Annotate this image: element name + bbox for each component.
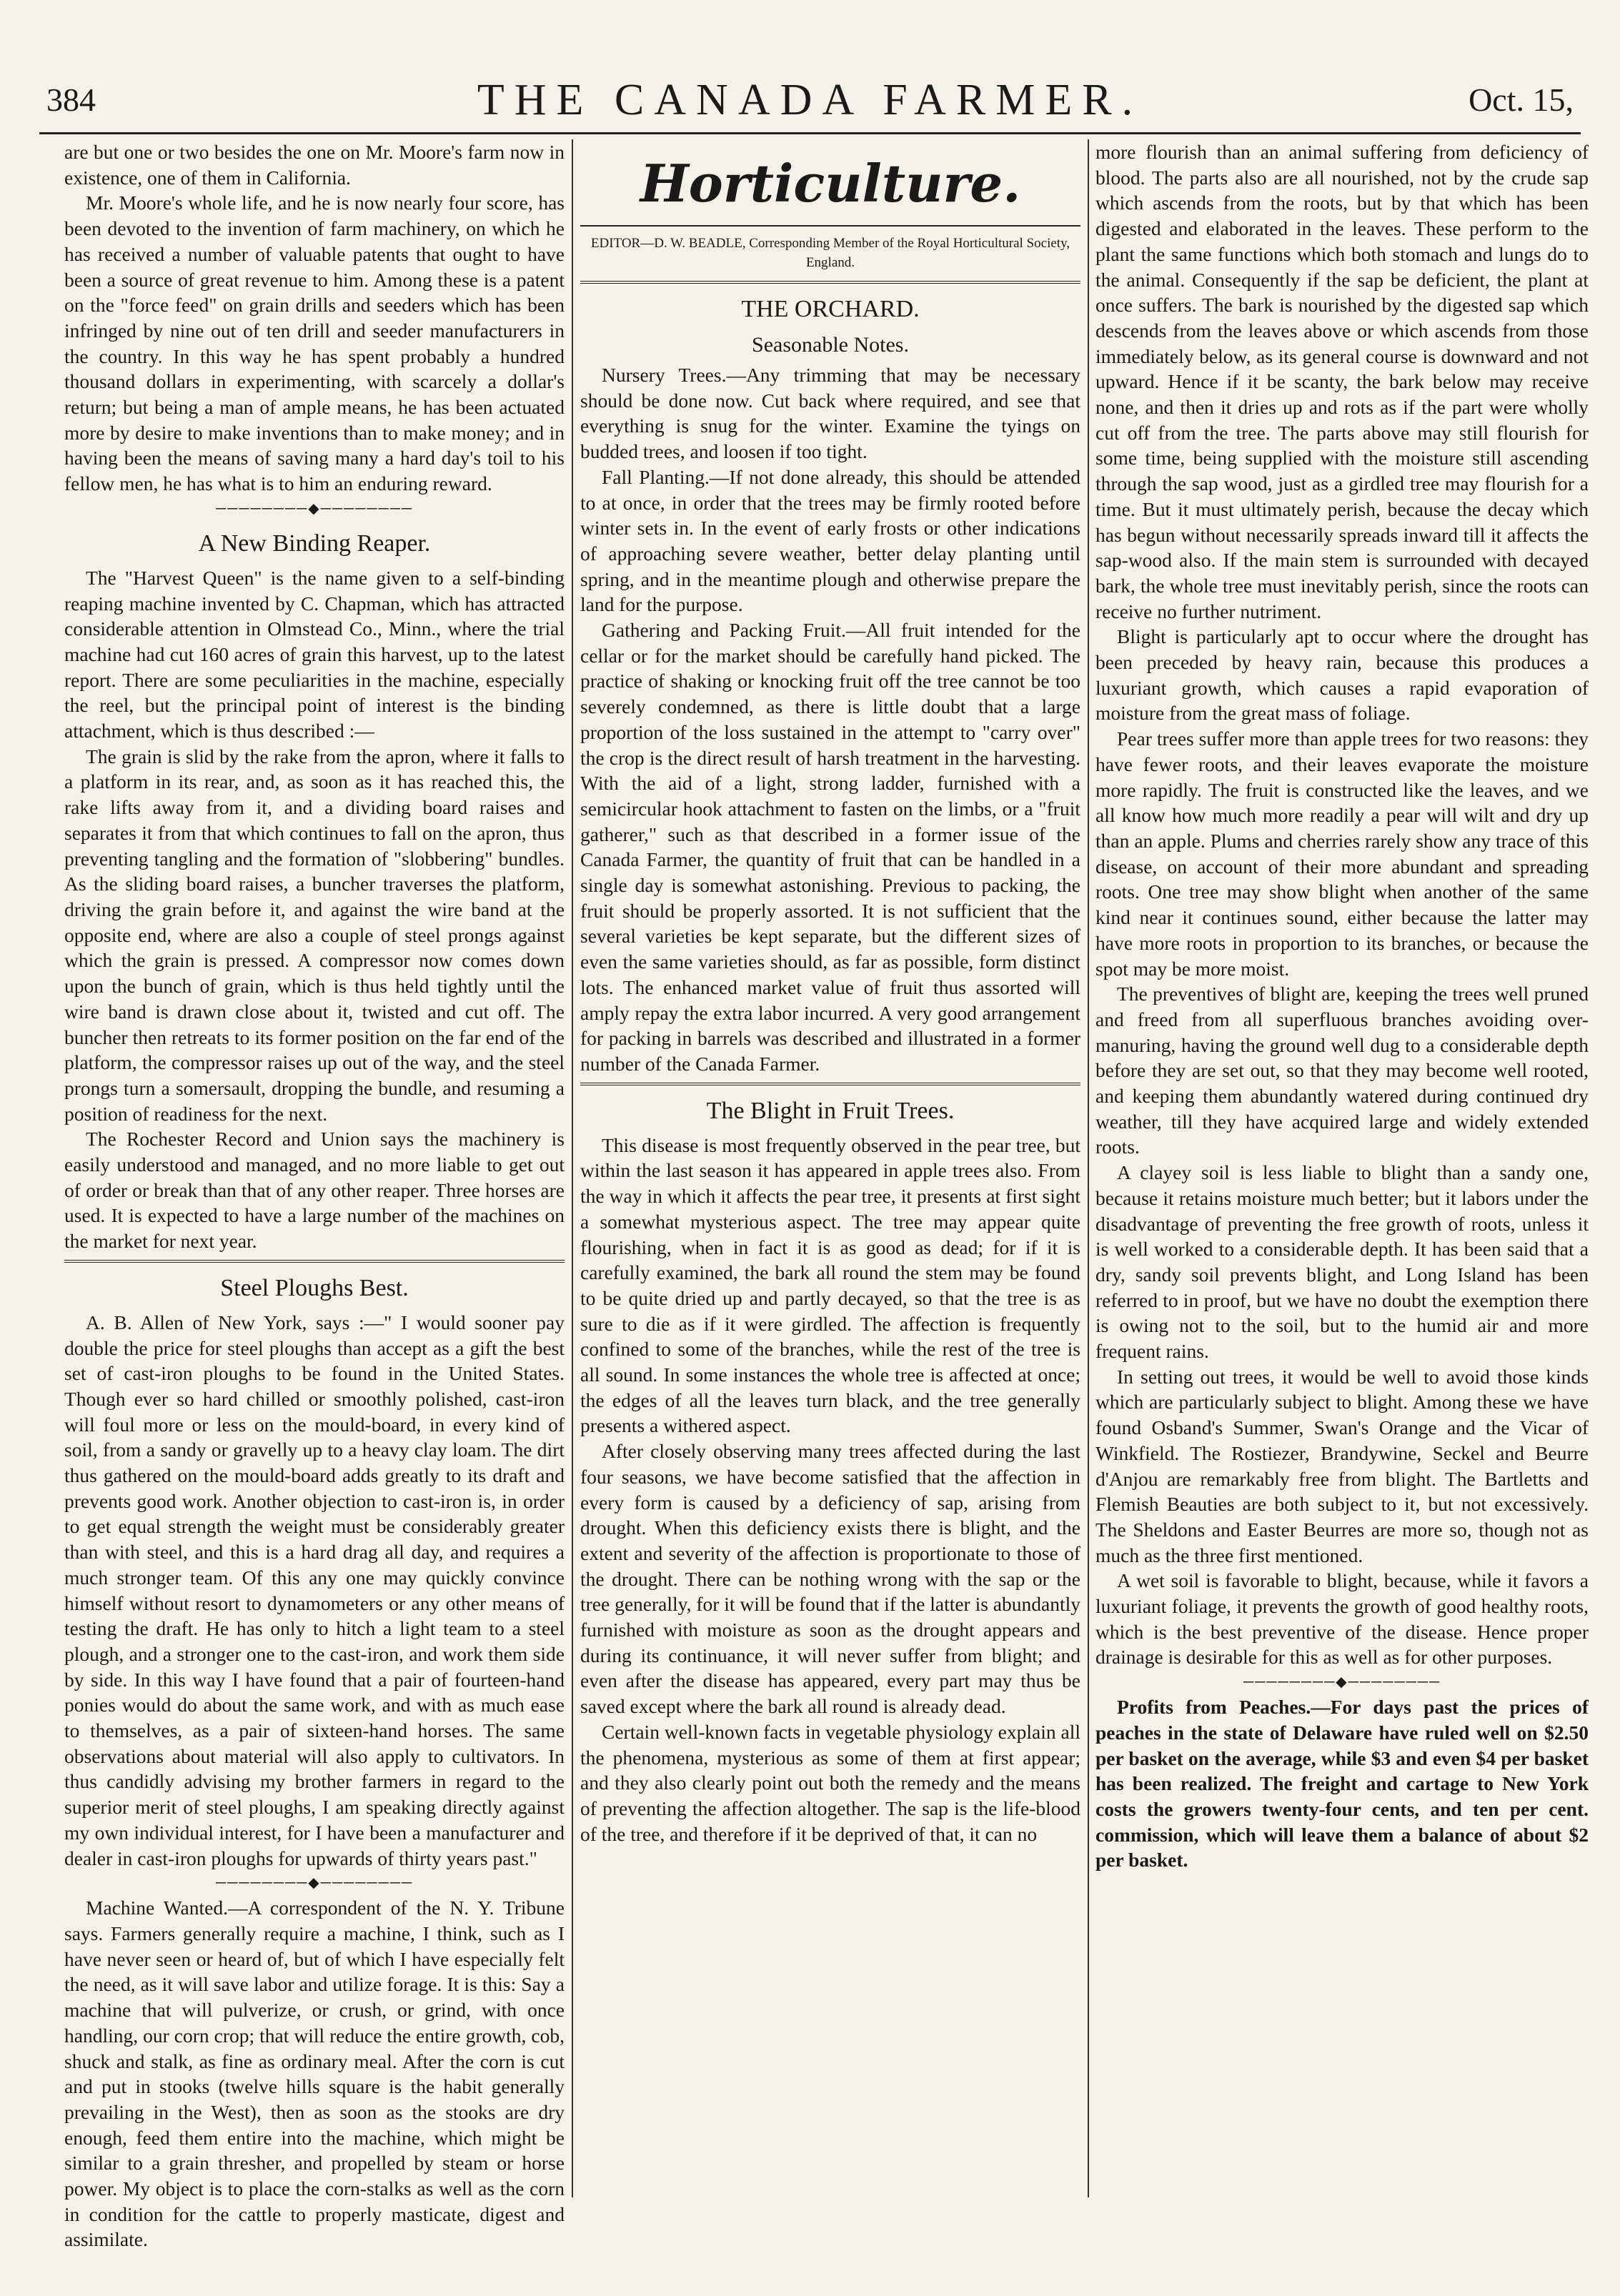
page-number: 384 — [46, 81, 96, 118]
column-right — [1095, 139, 1589, 2197]
article-subheading: Seasonable Notes. — [752, 333, 909, 357]
paragraph: The Rochester Record and Union says the machinery is easily understood and managed, and no more liable to get out of order or break than that of any other reaper. Three horses are used. It is expected to have a large number of the machines on the market for next year. — [64, 1128, 565, 1253]
issue-date: Oct. 15, — [1469, 81, 1574, 118]
paragraph: The "Harvest Queen" is the name given to a self-binding reaping machine invented by C. Chapman, which has attracted considerable attention in Olmstead Co., Minn., where the trial machine had cut 160 acres of grain this harvest, up to the latest report. There are some peculiarities in the machine, especially the reel, but the principal point of interest is the binding attachment, which is thus described :— — [64, 566, 565, 742]
paragraph: This disease is most frequently observed in the pear tree, but within the last season it has appeared in apple trees also. From the way in which it affects the pear tree, it presents at first sight a somewhat mysterious aspect. The tree may appear quite flourishing, when in fact it is as good as dead; for if it is carefully examined, the bark all round the stem may be found to be quite dried up and partly decayed, so that the tree is as sure to die as if it were girdled. The affection is frequently confined to some of the branches, while the rest of the tree is all sound. In some instances the whole tree is affected at once; the edges of all the leaves turn black, and the tree generally presents a withered aspect. — [580, 1133, 1080, 1437]
paragraph: Machine Wanted.—A correspondent of the N. Y. Tribune says. Farmers generally require a machine, I think, such as I have never seen or heard of, but of which I have especially felt the need, as it will save labor and utilize forage. It is this: Say a machine that will pulverize, or crush, or grind, with once handling, our corn crop; that will reduce the entire growth, cob, shuck and stalk, as fine as ordinary meal. After the corn is cut and put in stooks (twelve hills square is the habit generally prevailing in the West), then as soon as the stooks are dry enough, feed them entire into the machine, which might be similar to a grain thresher, and propelled by steam or horse power. My object is to place the corn-stalks as well as the corn in condition for the cattle to properly masticate, digest and assimilate. — [64, 1897, 565, 2251]
column-middle — [580, 139, 1080, 2197]
column-left — [64, 139, 565, 2251]
ornament-divider: ────────◆──────── — [215, 500, 414, 517]
ornament-divider: ────────◆──────── — [1243, 1674, 1441, 1691]
paragraph: Gathering and Packing Fruit.—All fruit intended for the cellar or for the market should be carefully hand picked. The practice of shaking or knocking fruit off the tree cannot be too severely condemned, as there is little doubt that a large proportion of the loss sustained in the attempt to "carry over" the crop is the direct result of harsh treatment in the harvesting. With the aid of a light, strong ladder, furnished with a semicircular hook attachment to fasten on the limbs, or a "fruit gatherer," such as that described in a former issue of the Canada Farmer, the quantity of fruit that can be handled in a single day is somewhat astonishing. Previous to packing, the fruit should be properly assorted. It is not sufficient that the several varieties be kept separate, but the different sizes of even the same varieties should, as far as possible, form distinct lots. The enhanced market value of fruit thus assorted will amply repay the extra labor incurred. A very good arrangement for packing in barrels was described and illustrated in a former number of the Canada Farmer. — [580, 619, 1080, 1075]
paragraph: The grain is slid by the rake from the apron, where it falls to a platform in its rear, and, as soon as it has reached this, the rake lifts away from it, and a dividing board raises and separates it from that which continues to fall on the apron, thus preventing tangling and the formation of "slobbering" bundles. As the sliding board raises, a buncher traverses the platform, driving the grain before it, and against the wire band at the opposite end, where are also a couple of steel prongs against which the grain is pressed. A compressor now comes down upon the bunch of grain, which is thus held tightly until the wire band is drawn close about it, twisted and cut off. The buncher then retreats to its former position on the far end of the platform, the compressor raises up out of the way, and the steel prongs turn a somersault, dropping the bundle, and resuming a position of readiness for the next. — [64, 745, 565, 1125]
paragraph: more flourish than an animal suffering from deficiency of blood. The parts also are all nourished, not by the crude sap which ascends from the roots, but by that which has been digested and elaborated in the leaves. These perform to the plant the same functions which both stomach and lungs do to the animal. Consequently if the sap be deficient, the plant at once suffers. The bark is nourished by the digested sap which descends from the leaves above or which ascends from those immediately below, as its general course is downward and not upward. Hence if it be scanty, the bark below may receive none, and then it dries up and rots as if the part were wholly cut off from the tree. The parts above may still flourish for some time, being supplied with the moisture still ascending through the sap wood, just as a girdled tree may flourish for a time. But it must ultimately perish, because the decay which has begun without necessarily spreads inward till it affects the sap-wood also. If the main stem is surrounded with decayed bark, the whole tree must inevitably perish, since the roots can receive no further nutriment. — [1095, 141, 1589, 622]
paragraph: Certain well-known facts in vegetable physiology explain all the phenomena, mysterious as some of them at first appear; and they also clearly point out both the remedy and the means of preventing the affection altogether. The sap is the life-blood of the tree, and therefore if it be deprived of that, it can no — [580, 1720, 1080, 1845]
paragraph: are but one or two besides the one on Mr. Moore's farm now in existence, one of them in California. — [64, 141, 565, 189]
paragraph: Profits from Peaches.—For days past the prices of peaches in the state of Delaware have ruled well on $2.50 per basket on the average, while $3 and even $4 per basket has been realized. The freight and cartage to New York costs the growers twenty-four cents, and ten per cent. commission, which will leave them a balance of about $2 per basket. — [1095, 1696, 1589, 1872]
section-rule — [580, 1083, 1080, 1085]
article-heading: A New Binding Reaper. — [198, 530, 431, 557]
newspaper-title: THE CANADA FARMER. — [477, 76, 1143, 124]
article-heading: THE ORCHARD. — [741, 296, 920, 322]
paragraph: Pear trees suffer more than apple trees for two reasons: they have fewer roots, and their leaves evaporate the moisture more rapidly. The fruit is constructed like the leaves, and we all know how much more readily a pear will wilt and dry up than an apple. Plums and cherries rarely show any trace of this disease, on account of their more abundant and spreading roots. One tree may show blight when another of the same kind near it continues sound, either because the latter may have more roots in proportion to its branches, or because the spot may be more moist. — [1095, 727, 1589, 980]
paragraph: A wet soil is favorable to blight, because, while it favors a luxuriant foliage, it prevents the growth of good healthy roots, which is the best preventive of the disease. Hence proper drainage is desirable for this as well as for other purposes. — [1095, 1569, 1589, 1669]
paragraph: Mr. Moore's whole life, and he is now nearly four score, has been devoted to the invention of farm machinery, on which he has received a number of valuable patents that ought to have been a source of great revenue to him. Among these is a patent on the "force feed" on grain drills and seeders which has been infringed by nine out of ten drill and seeder manufacturers in the country. In this way he has spent probably a hundred thousand dollars in experimenting, with scarcely a dollar's return; but being a man of ample means, he has been actuated more by desire to make inventions than to make money; and in having been the means of saving many a hard day's toil to his fellow men, he has what is to him an enduring reward. — [64, 192, 565, 495]
ornament-divider: ────────◆──────── — [215, 1875, 414, 1892]
paragraph: The preventives of blight are, keeping the trees well pruned and freed from all superfluous branches avoiding over-manuring, having the ground well dug to a considerable depth before they are set out, so that they may become well rooted, and keeping them abundantly watered during continued dry weather, till they have acquired large and widely extended roots. — [1095, 983, 1589, 1158]
paragraph: Nursery Trees.—Any trimming that may be necessary should be done now. Cut back where required, and see that everything is snug for the winter. Examine the tyings on budded trees, and loosen if too tight. — [580, 364, 1080, 463]
section-title: Horticulture. — [640, 153, 1021, 214]
masthead — [39, 68, 1581, 134]
column-divider — [572, 139, 573, 2197]
paragraph: Blight is particularly apt to occur where the drought has been preceded by heavy rain, because this produces a luxuriant growth, which causes a rapid evaporation of moisture from the great mass of foliage. — [1095, 625, 1589, 725]
paragraph: A. B. Allen of New York, says :—" I would sooner pay double the price for steel ploughs than accept as a gift the best set of cast-iron ploughs to be found in the United States. Though ever so hard chilled or smoothly polished, cast-iron will foul more or less on the mould-board, in every kind of soil, from a sandy or gravelly up to a heavy clay loam. The dirt thus gathered on the mould-board adds greatly to its draft and prevents good work. Another objection to cast-iron is, in order to get equal strength the weight must be considerably greater than with steel, and this is a hard drag all day, and requires a much stronger team. Of this any one may quickly convince himself without resort to dynamometers or any other means of testing the draft. He has only to hitch a light team to a steel plough, and a stronger one to the cast-iron, and work them side by side. In this way I have found that a pair of fourteen-hand ponies would do about the same work, and with as much ease to themselves, as a pair of sixteen-hand horses. The same observations about material will also apply to cultivators. In thus candidly advising my brother farmers in regard to the superior merit of steel ploughs, I am speaking directly against my own individual interest, for I have been a manufacturer and dealer in cast-iron ploughs for upwards of thirty years past." — [64, 1311, 565, 1869]
paragraph: In setting out trees, it would be well to avoid those kinds which are particularly subject to blight. Among these we have found Osband's Summer, Swan's Orange and the Vicar of Winkfield. The Rostiezer, Brandywine, Seckel and Beurre d'Anjou are remarkably free from blight. The Bartletts and Flemish Beauties are both subject to it, but not excessively. The Sheldons and Easter Beurres are more so, though not as much as the three first mentioned. — [1095, 1365, 1589, 1566]
article-heading: Steel Ploughs Best. — [220, 1274, 409, 1301]
column-divider — [1088, 139, 1089, 2197]
section-rule — [64, 1260, 565, 1263]
article-heading: The Blight in Fruit Trees. — [706, 1097, 955, 1124]
paragraph: A clayey soil is less liable to blight than a sandy one, because it retains moisture much better; but it labors under the disadvantage of preventing the free growth of roots, unless it is well worked to a considerable depth. It has been said that a dry, sandy soil prevents blight, and Long Island has been referred to in proof, but we have no doubt the exemption there is owing not to the soil, but to the humid air and more frequent rains. — [1095, 1161, 1589, 1363]
paragraph: Fall Planting.—If not done already, this should be attended to at once, in order that the trees may be firmly rooted before winter sets in. In the event of early frosts or other indications of approaching severe weather, better delay planting until spring, and in the meantime plough and otherwise prepare the land for the purpose. — [580, 465, 1080, 616]
paragraph: After closely observing many trees affected during the last four seasons, we have become satisfied that the affection in every form is caused by a deficiency of sap, arising from drought. When this deficiency exists there is blight, and the extent and severity of the affection is proportionate to those of the drought. There can be nothing wrong with the sap or the tree generally, for it will be found that if the latter is abundantly furnished with moisture as soon as the drought appears and during its continuance, it will never suffer from blight; and even after the disease has appeared, every part may thus be saved except where the bark all round is already dead. — [580, 1440, 1081, 1718]
editor-line: EDITOR—D. W. BEADLE, Corresponding Member of the Royal Horticultural Society, England. — [580, 225, 1080, 284]
